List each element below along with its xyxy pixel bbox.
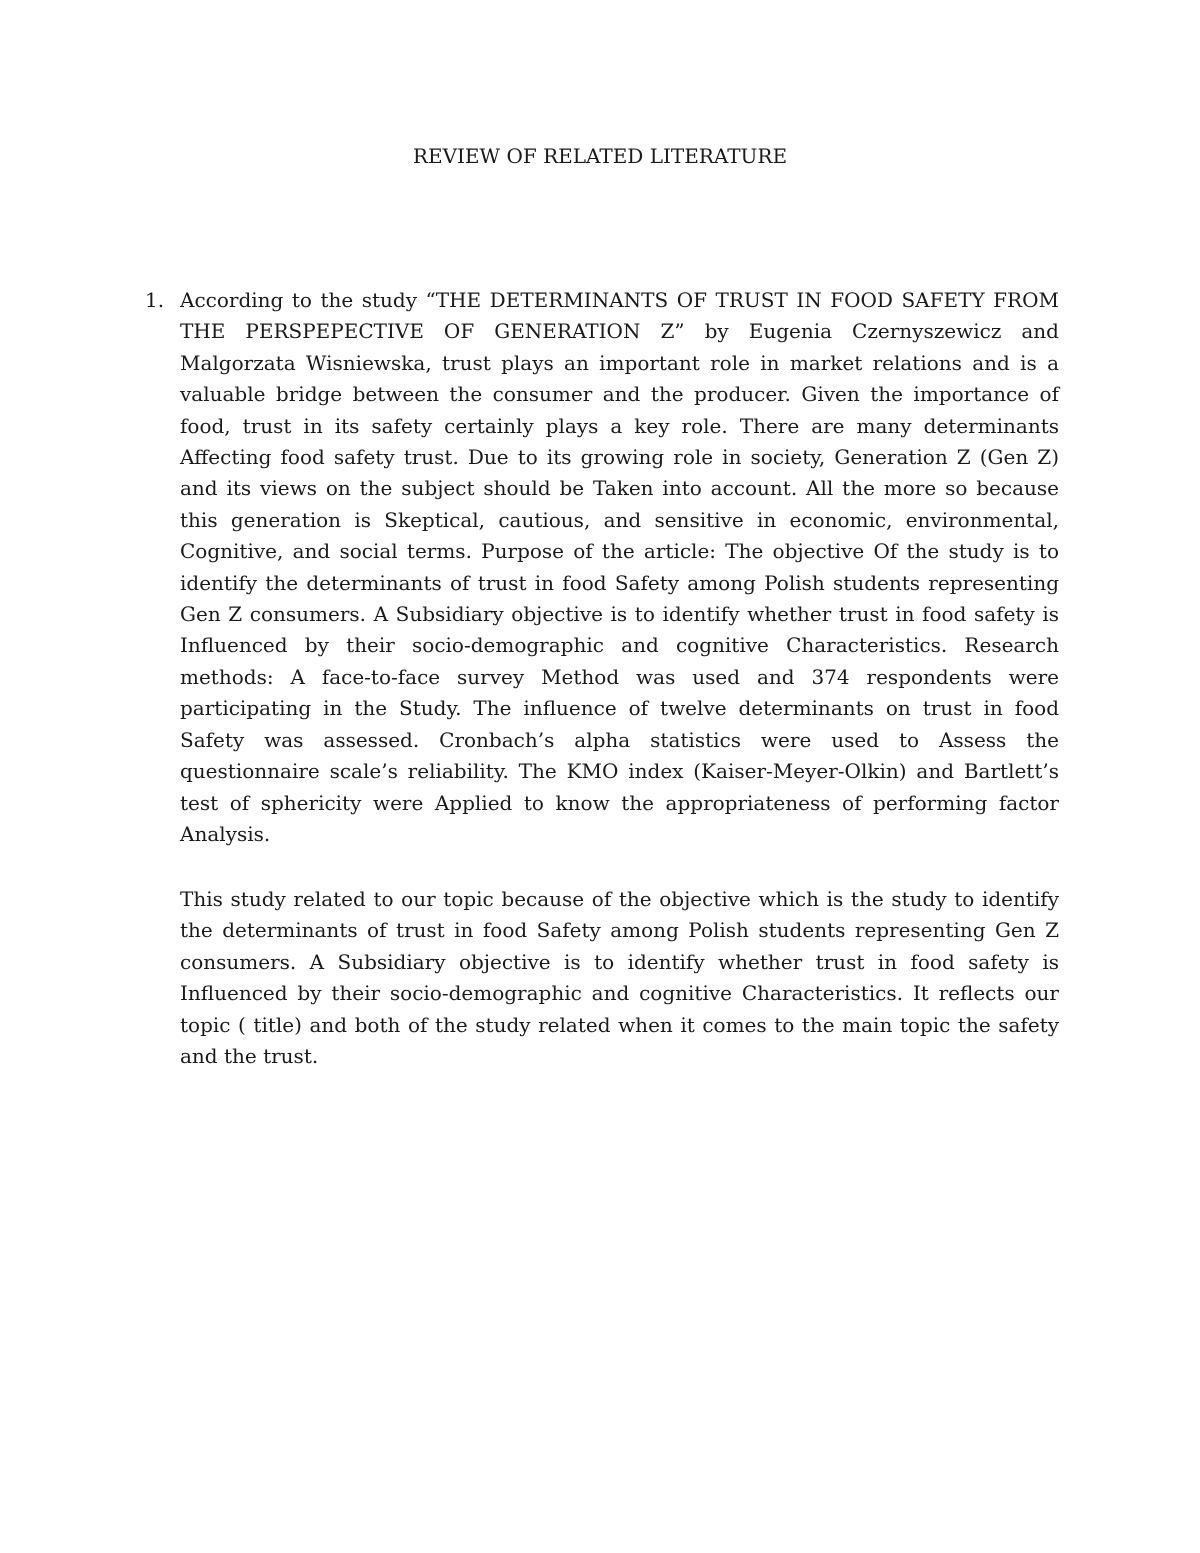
list-item-number: 1.: [145, 288, 165, 312]
page-title: REVIEW OF RELATED LITERATURE: [412, 144, 788, 168]
follow-up-paragraph: This study related to our topic because of the objective which is the study to identify the determinants of trust in food Safety among Polish students representing Gen Z consumers. A Subsidiary objective is to identify whether trust in food safety is Influenced by their socio-demographic and cognitive Characteristics. It reflects our topic ( title) and both of the study related when it comes to the main topic the safety and the trust.: [180, 887, 1059, 1069]
list-item-text: According to the study “THE DETERMINANTS OF TRUST IN FOOD SAFETY FROM THE PERSPEPECTIVE OF GENERATION Z” by Eugenia Czernyszewicz and Malgorzata Wisniewska, trust plays an important role in market relations and is a valuable bridge between the consumer and the producer. Given the importance of food, trust in its safety certainly plays a key role. There are many determinants Affecting food safety trust. Due to its growing role in society, Generation Z (Gen Z) and its views on the subject should be Taken into account. All the more so because this generation is Skeptical, cautious, and sensitive in economic, environmental, Cognitive, and social terms. Purpose of the article: The objective Of the study is to identify the determinants of trust in food Safety among Polish students representing Gen Z consumers. A Subsidiary objective is to identify whether trust in food safety is Influenced by their socio-demographic and cognitive Characteristics. Research methods: A face-to-face survey Method was used and 374 respondents were participating in the Study. The influence of twelve determinants on trust in food Safety was assessed. Cronbach’s alpha statistics were used to Assess the questionnaire scale’s reliability. The KMO index (Kaiser-Meyer-Olkin) and Bartlett’s test of sphericity were Applied to know the appropriateness of performing factor Analysis.: [180, 288, 1059, 846]
